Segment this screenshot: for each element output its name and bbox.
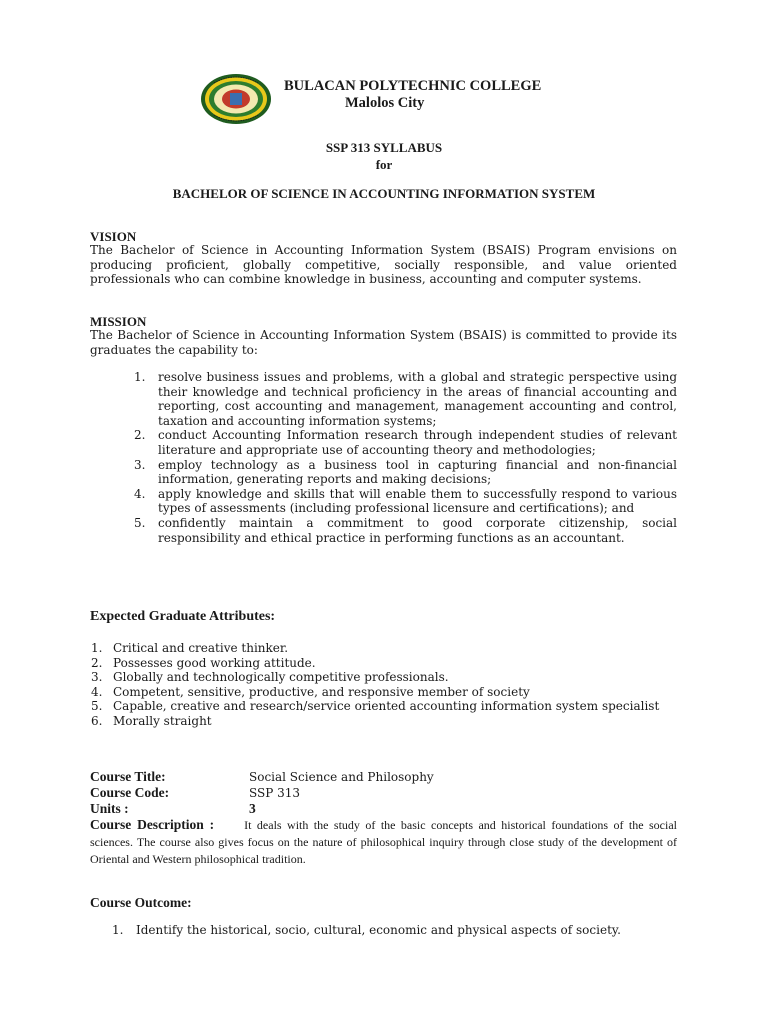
- program-title: BACHELOR OF SCIENCE IN ACCOUNTING INFORMATION SYSTEM: [172, 186, 596, 201]
- course-title-value: Social Science and Philosophy: [249, 770, 434, 784]
- college-seal-logo: [200, 73, 272, 125]
- mission-item-number: 4.: [134, 486, 146, 501]
- attribute-number: 4.: [91, 684, 103, 699]
- attributes-heading: Expected Graduate Attributes:: [90, 609, 276, 624]
- course-code-value: SSP 313: [249, 786, 301, 800]
- vision-text: The Bachelor of Science in Accounting Information System (BSAIS) Program envisions on producing proficient, globally competitive, socially responsible, and value oriented professionals who can combine knowledge in business, accounting and computer systems.: [90, 243, 677, 287]
- course-title-label: Course Title:: [90, 769, 166, 784]
- mission-item-text: confidently maintain a commitment to good corporate citizenship, social responsibility and ethical practice in performing functions as an accountant.: [158, 515, 677, 545]
- attribute-text: Possesses good working attitude.: [113, 655, 316, 670]
- attribute-text: Globally and technologically competitive professionals.: [113, 670, 449, 685]
- mission-item: [134, 370, 677, 428]
- attribute-text: Capable, creative and research/service oriented accounting information system specialist: [113, 699, 660, 714]
- attribute-item: [91, 714, 677, 729]
- course-outcome-item: [112, 923, 677, 937]
- course-description-text: It deals with the study of the basic concepts and historical foundations of the social sciences. The course also gives focus on the nature of philosophical inquiry through close study of the development of Oriental and Western philosophical tradition.: [90, 818, 677, 866]
- course-outcome-label: Course Outcome:: [90, 895, 192, 910]
- mission-item: [134, 458, 677, 487]
- mission-item-text: resolve business issues and problems, with a global and strategic perspective using their knowledge and technical proficiency in the areas of financial accounting and reporting, cost accounting and management, management accounting and control, taxation and accounting information systems;: [158, 370, 677, 428]
- mission-item-text: employ technology as a business tool in capturing financial and non-financial information, generating reports and making decisions;: [158, 457, 677, 487]
- mission-item-text: conduct Accounting Information research through independent studies of relevant literature and appropriate use of accounting theory and methodologies;: [158, 428, 677, 457]
- course-outcome-list: [112, 923, 677, 937]
- mission-item-number: 5.: [134, 515, 146, 530]
- college-city: Malolos City: [345, 95, 425, 111]
- attribute-text: Critical and creative thinker.: [113, 641, 289, 655]
- mission-item: [134, 516, 677, 545]
- syllabus-title: SSP 313 SYLLABUS: [325, 140, 443, 155]
- attribute-number: 5.: [91, 699, 103, 714]
- mission-item: [134, 428, 677, 457]
- attribute-item: [91, 699, 677, 714]
- units-value: 3: [249, 801, 256, 816]
- course-description: [90, 816, 677, 868]
- mission-item: [134, 487, 677, 516]
- syllabus-for: for: [375, 157, 393, 172]
- college-name: BULACAN POLYTECHNIC COLLEGE: [284, 78, 542, 94]
- mission-item-text: apply knowledge and skills that will enable them to successfully respond to various types of assessments (including professional licensure and certifications); and: [158, 486, 677, 516]
- attribute-text: Morally straight: [113, 713, 212, 728]
- vision-heading: VISION: [90, 229, 137, 244]
- mission-heading: MISSION: [90, 314, 147, 329]
- course-description-label: Course Description :: [90, 817, 215, 832]
- attributes-list: [91, 641, 677, 729]
- attribute-item: [91, 641, 677, 656]
- attribute-item: [91, 685, 677, 700]
- mission-list: [134, 370, 677, 545]
- attribute-number: 1.: [91, 641, 103, 655]
- attribute-number: 3.: [91, 670, 103, 685]
- attribute-number: 6.: [91, 713, 103, 728]
- attribute-number: 2.: [91, 655, 103, 670]
- attribute-item: [91, 670, 677, 685]
- attribute-item: [91, 656, 677, 671]
- mission-item-number: 3.: [134, 457, 146, 472]
- attribute-text: Competent, sensitive, productive, and responsive member of society: [113, 684, 530, 699]
- mission-intro: The Bachelor of Science in Accounting Information System (BSAIS) is committed to provide its graduates the capability to:: [90, 328, 677, 357]
- outcome-text: Identify the historical, socio, cultural, economic and physical aspects of society.: [136, 923, 621, 937]
- mission-item-number: 2.: [134, 428, 146, 443]
- course-code-label: Course Code:: [90, 785, 170, 800]
- outcome-number: 1.: [112, 923, 124, 937]
- units-label: Units :: [90, 801, 129, 816]
- mission-item-number: 1.: [134, 370, 146, 384]
